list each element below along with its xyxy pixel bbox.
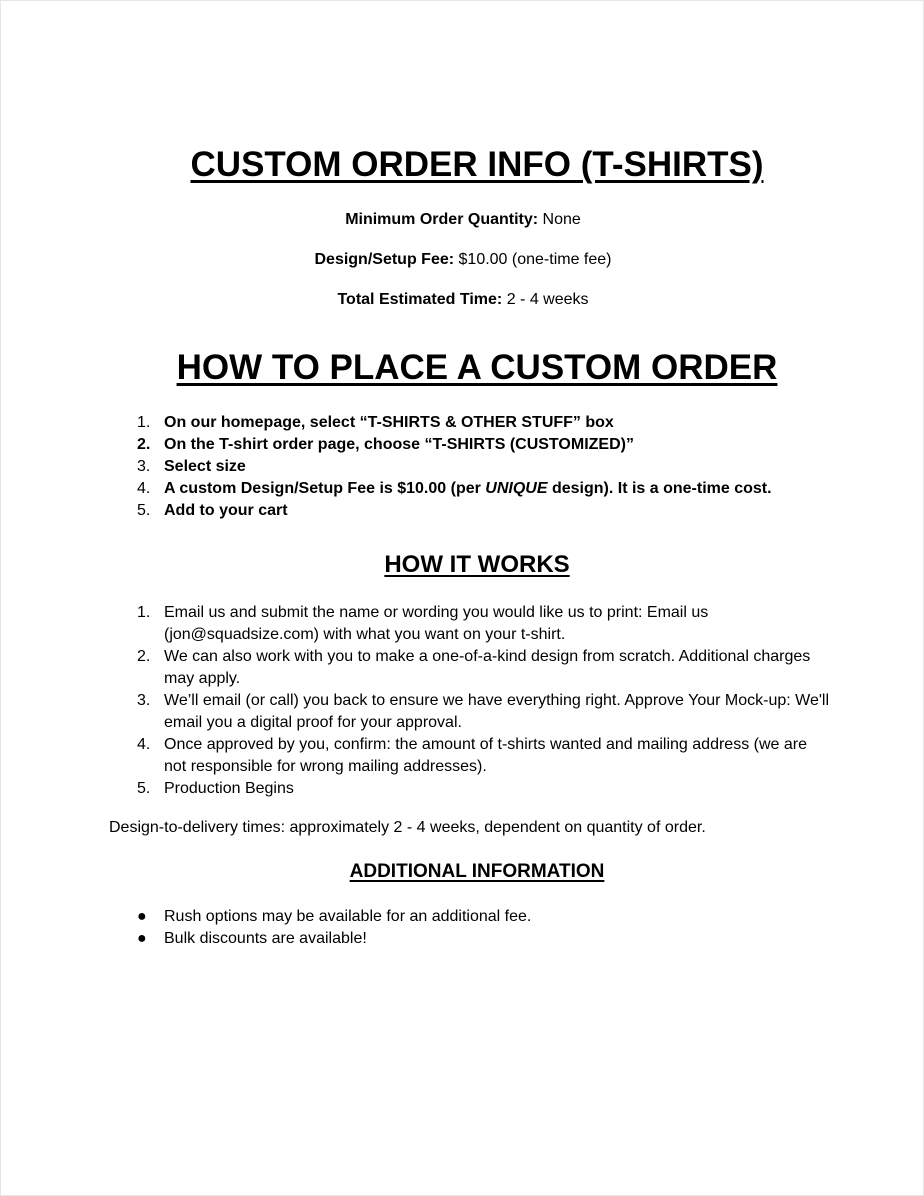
how-it-works-title: HOW IT WORKS [384,551,570,578]
bullet-icon: ● [137,930,147,947]
estimated-time-line [1,291,924,309]
min-order-line [1,211,924,229]
place-order-steps [109,412,829,522]
page-title: CUSTOM ORDER INFO (T-SHIRTS) [190,145,764,184]
place-order-title: HOW TO PLACE A CUSTOM ORDER [176,348,778,387]
additional-info-item: ● Bulk discounts are available! [109,928,829,950]
how-it-works-steps [109,602,829,800]
estimated-time-value: 2 - 4 weeks [506,291,589,308]
how-it-works-step: 1. Email us and submit the name or wording you would like us to print: Email us (jon@squadsize.com) with what you want on your t-shirt. [137,604,709,643]
place-order-step: 1. On our homepage, select “T-SHIRTS & OTHER STUFF” box [137,414,614,431]
estimated-time-label: Total Estimated Time: [337,291,503,308]
setup-fee-value: $10.00 (one-time fee) [458,251,612,268]
how-it-works-step: 3. We’ll email (or call) you back to ensure we have everything right. Approve Your Mock-up: We'll email you a digital proof for your approval. [137,692,829,731]
additional-info-item: ● Rush options may be available for an additional fee. [109,906,829,928]
setup-fee-label: Design/Setup Fee: [314,251,455,268]
place-order-step: 3. Select size [137,458,246,475]
unique-emphasis: UNIQUE [485,480,548,497]
how-it-works-step: 2. We can also work with you to make a one-of-a-kind design from scratch. Additional charges may apply. [137,648,811,687]
setup-fee-line [1,251,924,269]
how-it-works-step: 4. Once approved by you, confirm: the amount of t-shirts wanted and mailing address (we are not responsible for wrong mailing addresses). [137,736,807,775]
how-it-works-step: 5. Production Begins [137,780,294,797]
additional-info-list [109,906,829,950]
min-order-value: None [542,211,581,228]
bullet-icon: ● [137,908,147,925]
place-order-step: 5. Add to your cart [137,502,288,519]
place-order-step: 4. A custom Design/Setup Fee is $10.00 (per UNIQUE design). It is a one-time cost. [137,480,772,497]
additional-info-title: ADDITIONAL INFORMATION [349,861,605,882]
min-order-label: Minimum Order Quantity: [345,211,539,228]
place-order-step: 2. On the T-shirt order page, choose “T-SHIRTS (CUSTOMIZED)” [137,436,634,453]
delivery-note: Design-to-delivery times: approximately 2 - 4 weeks, dependent on quantity of order. [109,819,706,836]
